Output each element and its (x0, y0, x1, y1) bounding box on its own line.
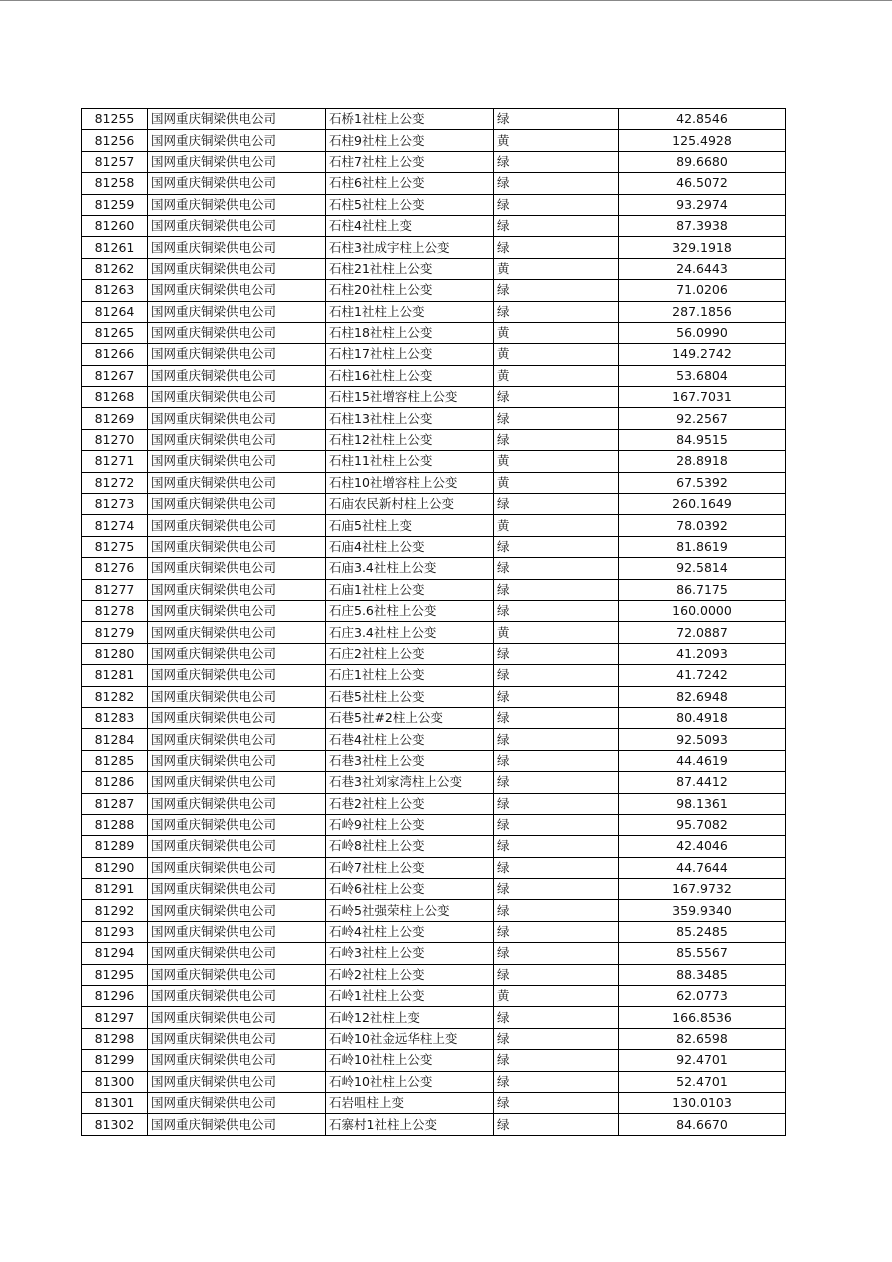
transformer-name-cell: 石柱4社柱上变 (326, 215, 494, 236)
table-row (82, 964, 786, 985)
row-id-cell: 81267 (82, 365, 148, 386)
value-cell: 92.5814 (619, 558, 786, 579)
transformer-name-cell: 石庙1社柱上公变 (326, 579, 494, 600)
value-cell: 84.9515 (619, 429, 786, 450)
table-row (82, 750, 786, 771)
company-cell: 国网重庆铜梁供电公司 (148, 109, 326, 130)
value-cell: 42.4046 (619, 836, 786, 857)
status-cell: 绿 (494, 1050, 619, 1071)
status-cell: 绿 (494, 814, 619, 835)
row-id-cell: 81273 (82, 494, 148, 515)
value-cell: 167.9732 (619, 879, 786, 900)
value-cell: 53.6804 (619, 365, 786, 386)
value-cell: 87.4412 (619, 772, 786, 793)
table-row (82, 921, 786, 942)
value-cell: 287.1856 (619, 301, 786, 322)
table-row (82, 600, 786, 621)
value-cell: 85.5567 (619, 943, 786, 964)
row-id-cell: 81290 (82, 857, 148, 878)
value-cell: 78.0392 (619, 515, 786, 536)
company-cell: 国网重庆铜梁供电公司 (148, 1028, 326, 1049)
value-cell: 52.4701 (619, 1071, 786, 1092)
row-id-cell: 81298 (82, 1028, 148, 1049)
transformer-name-cell: 石柱15社增容柱上公变 (326, 387, 494, 408)
status-cell: 黄 (494, 472, 619, 493)
company-cell: 国网重庆铜梁供电公司 (148, 558, 326, 579)
table-row (82, 793, 786, 814)
status-cell: 绿 (494, 600, 619, 621)
transformer-name-cell: 石柱12社柱上公变 (326, 429, 494, 450)
company-cell: 国网重庆铜梁供电公司 (148, 750, 326, 771)
status-cell: 绿 (494, 387, 619, 408)
value-cell: 24.6443 (619, 258, 786, 279)
company-cell: 国网重庆铜梁供电公司 (148, 1050, 326, 1071)
row-id-cell: 81287 (82, 793, 148, 814)
transformer-name-cell: 石柱5社柱上公变 (326, 194, 494, 215)
company-cell: 国网重庆铜梁供电公司 (148, 151, 326, 172)
row-id-cell: 81274 (82, 515, 148, 536)
company-cell: 国网重庆铜梁供电公司 (148, 301, 326, 322)
transformer-name-cell: 石柱10社增容柱上公变 (326, 472, 494, 493)
table-row (82, 1050, 786, 1071)
transformer-name-cell: 石柱13社柱上公变 (326, 408, 494, 429)
status-cell: 绿 (494, 857, 619, 878)
company-cell: 国网重庆铜梁供电公司 (148, 494, 326, 515)
row-id-cell: 81263 (82, 280, 148, 301)
company-cell: 国网重庆铜梁供电公司 (148, 194, 326, 215)
transformer-name-cell: 石柱1社柱上公变 (326, 301, 494, 322)
value-cell: 92.5093 (619, 729, 786, 750)
transformer-name-cell: 石岭4社柱上公变 (326, 921, 494, 942)
transformer-name-cell: 石巷3社刘家湾柱上公变 (326, 772, 494, 793)
table-row (82, 494, 786, 515)
company-cell: 国网重庆铜梁供电公司 (148, 579, 326, 600)
table-row (82, 280, 786, 301)
table-row (82, 707, 786, 728)
status-cell: 黄 (494, 365, 619, 386)
transformer-table (81, 108, 786, 1136)
value-cell: 46.5072 (619, 173, 786, 194)
transformer-name-cell: 石岭10社柱上公变 (326, 1050, 494, 1071)
row-id-cell: 81262 (82, 258, 148, 279)
table-row (82, 515, 786, 536)
table-row (82, 322, 786, 343)
status-cell: 绿 (494, 707, 619, 728)
status-cell: 绿 (494, 408, 619, 429)
row-id-cell: 81288 (82, 814, 148, 835)
table-row (82, 558, 786, 579)
value-cell: 166.8536 (619, 1007, 786, 1028)
transformer-name-cell: 石巷2社柱上公变 (326, 793, 494, 814)
company-cell: 国网重庆铜梁供电公司 (148, 536, 326, 557)
table-row (82, 408, 786, 429)
status-cell: 绿 (494, 750, 619, 771)
value-cell: 67.5392 (619, 472, 786, 493)
value-cell: 41.2093 (619, 643, 786, 664)
table-body (82, 109, 786, 1136)
value-cell: 85.2485 (619, 921, 786, 942)
transformer-name-cell: 石巷3社柱上公变 (326, 750, 494, 771)
transformer-name-cell: 石庄5.6社柱上公变 (326, 600, 494, 621)
status-cell: 绿 (494, 173, 619, 194)
transformer-name-cell: 石柱7社柱上公变 (326, 151, 494, 172)
status-cell: 黄 (494, 451, 619, 472)
company-cell: 国网重庆铜梁供电公司 (148, 600, 326, 621)
status-cell: 绿 (494, 301, 619, 322)
value-cell: 44.7644 (619, 857, 786, 878)
transformer-name-cell: 石柱21社柱上公变 (326, 258, 494, 279)
company-cell: 国网重庆铜梁供电公司 (148, 280, 326, 301)
row-id-cell: 81283 (82, 707, 148, 728)
row-id-cell: 81292 (82, 900, 148, 921)
table-row (82, 536, 786, 557)
value-cell: 42.8546 (619, 109, 786, 130)
transformer-name-cell: 石岭5社强荣柱上公变 (326, 900, 494, 921)
status-cell: 绿 (494, 879, 619, 900)
row-id-cell: 81301 (82, 1092, 148, 1113)
company-cell: 国网重庆铜梁供电公司 (148, 643, 326, 664)
company-cell: 国网重庆铜梁供电公司 (148, 986, 326, 1007)
transformer-name-cell: 石柱17社柱上公变 (326, 344, 494, 365)
transformer-name-cell: 石岭12社柱上变 (326, 1007, 494, 1028)
company-cell: 国网重庆铜梁供电公司 (148, 622, 326, 643)
company-cell: 国网重庆铜梁供电公司 (148, 857, 326, 878)
transformer-name-cell: 石岭2社柱上公变 (326, 964, 494, 985)
value-cell: 72.0887 (619, 622, 786, 643)
value-cell: 359.9340 (619, 900, 786, 921)
status-cell: 黄 (494, 622, 619, 643)
transformer-name-cell: 石巷5社#2柱上公变 (326, 707, 494, 728)
table-row (82, 451, 786, 472)
table-row (82, 772, 786, 793)
company-cell: 国网重庆铜梁供电公司 (148, 215, 326, 236)
row-id-cell: 81255 (82, 109, 148, 130)
value-cell: 98.1361 (619, 793, 786, 814)
value-cell: 130.0103 (619, 1092, 786, 1113)
table-row (82, 344, 786, 365)
value-cell: 95.7082 (619, 814, 786, 835)
table-row (82, 900, 786, 921)
table-row (82, 665, 786, 686)
transformer-name-cell: 石桥1社柱上公变 (326, 109, 494, 130)
transformer-name-cell: 石柱6社柱上公变 (326, 173, 494, 194)
value-cell: 92.2567 (619, 408, 786, 429)
row-id-cell: 81266 (82, 344, 148, 365)
table-row (82, 109, 786, 130)
status-cell: 绿 (494, 558, 619, 579)
status-cell: 绿 (494, 151, 619, 172)
value-cell: 82.6598 (619, 1028, 786, 1049)
company-cell: 国网重庆铜梁供电公司 (148, 836, 326, 857)
row-id-cell: 81271 (82, 451, 148, 472)
table-row (82, 857, 786, 878)
table-row (82, 879, 786, 900)
row-id-cell: 81278 (82, 600, 148, 621)
row-id-cell: 81289 (82, 836, 148, 857)
transformer-name-cell: 石岭1社柱上公变 (326, 986, 494, 1007)
value-cell: 81.8619 (619, 536, 786, 557)
row-id-cell: 81302 (82, 1114, 148, 1135)
status-cell: 绿 (494, 793, 619, 814)
table-row (82, 986, 786, 1007)
row-id-cell: 81297 (82, 1007, 148, 1028)
row-id-cell: 81294 (82, 943, 148, 964)
table-row (82, 387, 786, 408)
status-cell: 绿 (494, 900, 619, 921)
status-cell: 绿 (494, 1007, 619, 1028)
company-cell: 国网重庆铜梁供电公司 (148, 729, 326, 750)
value-cell: 28.8918 (619, 451, 786, 472)
company-cell: 国网重庆铜梁供电公司 (148, 921, 326, 942)
value-cell: 86.7175 (619, 579, 786, 600)
transformer-name-cell: 石柱9社柱上公变 (326, 130, 494, 151)
row-id-cell: 81258 (82, 173, 148, 194)
table-row (82, 194, 786, 215)
status-cell: 绿 (494, 1071, 619, 1092)
company-cell: 国网重庆铜梁供电公司 (148, 387, 326, 408)
row-id-cell: 81264 (82, 301, 148, 322)
row-id-cell: 81300 (82, 1071, 148, 1092)
table-row (82, 472, 786, 493)
table-row (82, 943, 786, 964)
transformer-name-cell: 石庙5社柱上变 (326, 515, 494, 536)
status-cell: 黄 (494, 344, 619, 365)
row-id-cell: 81293 (82, 921, 148, 942)
transformer-name-cell: 石庙3.4社柱上公变 (326, 558, 494, 579)
table-row (82, 836, 786, 857)
company-cell: 国网重庆铜梁供电公司 (148, 943, 326, 964)
company-cell: 国网重庆铜梁供电公司 (148, 408, 326, 429)
company-cell: 国网重庆铜梁供电公司 (148, 793, 326, 814)
company-cell: 国网重庆铜梁供电公司 (148, 964, 326, 985)
status-cell: 绿 (494, 686, 619, 707)
value-cell: 260.1649 (619, 494, 786, 515)
row-id-cell: 81282 (82, 686, 148, 707)
status-cell: 绿 (494, 921, 619, 942)
transformer-name-cell: 石柱3社成宇柱上公变 (326, 237, 494, 258)
value-cell: 329.1918 (619, 237, 786, 258)
status-cell: 绿 (494, 665, 619, 686)
transformer-name-cell: 石庄3.4社柱上公变 (326, 622, 494, 643)
transformer-name-cell: 石岭6社柱上公变 (326, 879, 494, 900)
status-cell: 黄 (494, 130, 619, 151)
table-row (82, 130, 786, 151)
table-row (82, 237, 786, 258)
value-cell: 82.6948 (619, 686, 786, 707)
status-cell: 绿 (494, 237, 619, 258)
company-cell: 国网重庆铜梁供电公司 (148, 173, 326, 194)
value-cell: 88.3485 (619, 964, 786, 985)
company-cell: 国网重庆铜梁供电公司 (148, 879, 326, 900)
table-row (82, 729, 786, 750)
company-cell: 国网重庆铜梁供电公司 (148, 1092, 326, 1113)
transformer-name-cell: 石岭10社金远华柱上变 (326, 1028, 494, 1049)
transformer-name-cell: 石巷4社柱上公变 (326, 729, 494, 750)
transformer-name-cell: 石岭3社柱上公变 (326, 943, 494, 964)
value-cell: 89.6680 (619, 151, 786, 172)
status-cell: 黄 (494, 515, 619, 536)
row-id-cell: 81295 (82, 964, 148, 985)
value-cell: 125.4928 (619, 130, 786, 151)
row-id-cell: 81257 (82, 151, 148, 172)
transformer-name-cell: 石柱20社柱上公变 (326, 280, 494, 301)
row-id-cell: 81276 (82, 558, 148, 579)
value-cell: 71.0206 (619, 280, 786, 301)
value-cell: 167.7031 (619, 387, 786, 408)
table-row (82, 643, 786, 664)
table-row (82, 1007, 786, 1028)
row-id-cell: 81299 (82, 1050, 148, 1071)
value-cell: 56.0990 (619, 322, 786, 343)
company-cell: 国网重庆铜梁供电公司 (148, 515, 326, 536)
row-id-cell: 81291 (82, 879, 148, 900)
status-cell: 绿 (494, 215, 619, 236)
status-cell: 绿 (494, 536, 619, 557)
table-row (82, 173, 786, 194)
value-cell: 80.4918 (619, 707, 786, 728)
row-id-cell: 81268 (82, 387, 148, 408)
table-row (82, 215, 786, 236)
status-cell: 绿 (494, 836, 619, 857)
status-cell: 绿 (494, 1028, 619, 1049)
company-cell: 国网重庆铜梁供电公司 (148, 258, 326, 279)
company-cell: 国网重庆铜梁供电公司 (148, 451, 326, 472)
row-id-cell: 81259 (82, 194, 148, 215)
company-cell: 国网重庆铜梁供电公司 (148, 429, 326, 450)
status-cell: 绿 (494, 729, 619, 750)
value-cell: 87.3938 (619, 215, 786, 236)
row-id-cell: 81284 (82, 729, 148, 750)
company-cell: 国网重庆铜梁供电公司 (148, 900, 326, 921)
transformer-name-cell: 石柱11社柱上公变 (326, 451, 494, 472)
transformer-name-cell: 石岭8社柱上公变 (326, 836, 494, 857)
company-cell: 国网重庆铜梁供电公司 (148, 772, 326, 793)
company-cell: 国网重庆铜梁供电公司 (148, 1071, 326, 1092)
company-cell: 国网重庆铜梁供电公司 (148, 344, 326, 365)
table-row (82, 258, 786, 279)
status-cell: 黄 (494, 322, 619, 343)
company-cell: 国网重庆铜梁供电公司 (148, 322, 326, 343)
transformer-name-cell: 石巷5社柱上公变 (326, 686, 494, 707)
status-cell: 绿 (494, 964, 619, 985)
table-row (82, 1092, 786, 1113)
row-id-cell: 81286 (82, 772, 148, 793)
value-cell: 160.0000 (619, 600, 786, 621)
status-cell: 绿 (494, 579, 619, 600)
transformer-name-cell: 石柱18社柱上公变 (326, 322, 494, 343)
row-id-cell: 81285 (82, 750, 148, 771)
transformer-name-cell: 石柱16社柱上公变 (326, 365, 494, 386)
page-top-border (0, 0, 892, 1)
status-cell: 绿 (494, 1092, 619, 1113)
value-cell: 62.0773 (619, 986, 786, 1007)
company-cell: 国网重庆铜梁供电公司 (148, 686, 326, 707)
status-cell: 绿 (494, 429, 619, 450)
company-cell: 国网重庆铜梁供电公司 (148, 665, 326, 686)
row-id-cell: 81270 (82, 429, 148, 450)
row-id-cell: 81265 (82, 322, 148, 343)
row-id-cell: 81261 (82, 237, 148, 258)
status-cell: 黄 (494, 258, 619, 279)
table-row (82, 429, 786, 450)
company-cell: 国网重庆铜梁供电公司 (148, 1114, 326, 1135)
status-cell: 绿 (494, 643, 619, 664)
status-cell: 绿 (494, 943, 619, 964)
table-row (82, 301, 786, 322)
value-cell: 84.6670 (619, 1114, 786, 1135)
row-id-cell: 81280 (82, 643, 148, 664)
transformer-name-cell: 石庙农民新村柱上公变 (326, 494, 494, 515)
table-row (82, 365, 786, 386)
row-id-cell: 81279 (82, 622, 148, 643)
status-cell: 绿 (494, 772, 619, 793)
status-cell: 绿 (494, 280, 619, 301)
table-row (82, 1028, 786, 1049)
table-row (82, 1114, 786, 1135)
transformer-name-cell: 石岭9社柱上公变 (326, 814, 494, 835)
table-row (82, 814, 786, 835)
row-id-cell: 81256 (82, 130, 148, 151)
row-id-cell: 81272 (82, 472, 148, 493)
company-cell: 国网重庆铜梁供电公司 (148, 237, 326, 258)
table-row (82, 622, 786, 643)
table-row (82, 1071, 786, 1092)
row-id-cell: 81260 (82, 215, 148, 236)
status-cell: 绿 (494, 494, 619, 515)
value-cell: 41.7242 (619, 665, 786, 686)
status-cell: 绿 (494, 194, 619, 215)
status-cell: 黄 (494, 986, 619, 1007)
row-id-cell: 81281 (82, 665, 148, 686)
value-cell: 93.2974 (619, 194, 786, 215)
company-cell: 国网重庆铜梁供电公司 (148, 1007, 326, 1028)
row-id-cell: 81277 (82, 579, 148, 600)
transformer-name-cell: 石岩咀柱上变 (326, 1092, 494, 1113)
row-id-cell: 81275 (82, 536, 148, 557)
transformer-name-cell: 石庙4社柱上公变 (326, 536, 494, 557)
transformer-name-cell: 石庄1社柱上公变 (326, 665, 494, 686)
status-cell: 绿 (494, 1114, 619, 1135)
company-cell: 国网重庆铜梁供电公司 (148, 707, 326, 728)
table-row (82, 579, 786, 600)
transformer-name-cell: 石岭10社柱上公变 (326, 1071, 494, 1092)
row-id-cell: 81269 (82, 408, 148, 429)
transformer-name-cell: 石岭7社柱上公变 (326, 857, 494, 878)
company-cell: 国网重庆铜梁供电公司 (148, 814, 326, 835)
company-cell: 国网重庆铜梁供电公司 (148, 472, 326, 493)
transformer-name-cell: 石庄2社柱上公变 (326, 643, 494, 664)
value-cell: 44.4619 (619, 750, 786, 771)
table-row (82, 686, 786, 707)
transformer-name-cell: 石寨村1社柱上公变 (326, 1114, 494, 1135)
table-row (82, 151, 786, 172)
company-cell: 国网重庆铜梁供电公司 (148, 130, 326, 151)
status-cell: 绿 (494, 109, 619, 130)
value-cell: 149.2742 (619, 344, 786, 365)
row-id-cell: 81296 (82, 986, 148, 1007)
value-cell: 92.4701 (619, 1050, 786, 1071)
company-cell: 国网重庆铜梁供电公司 (148, 365, 326, 386)
